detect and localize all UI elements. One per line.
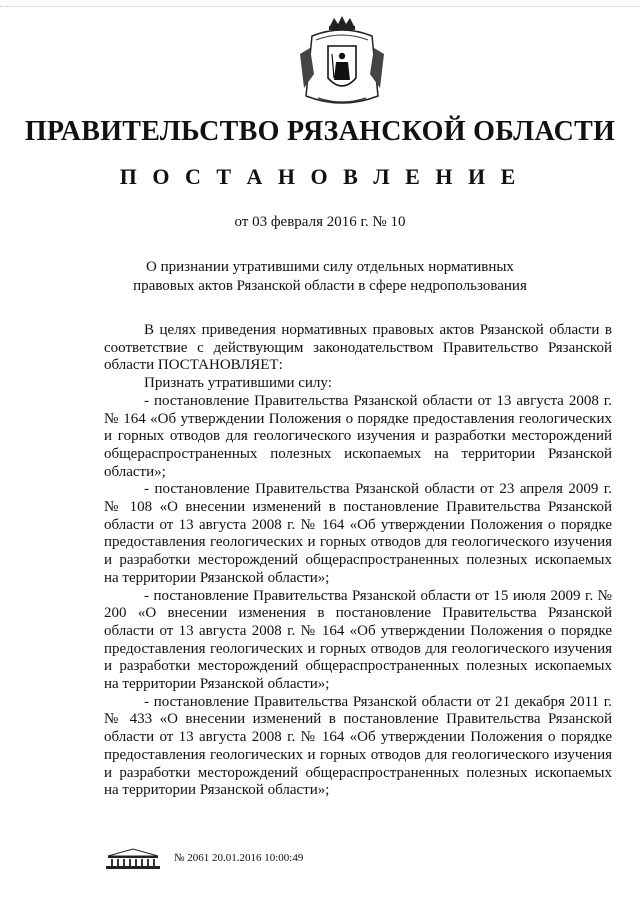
body-paragraph: - постановление Правительства Рязанской области от 21 декабря 2011 г. № 433 «О внесении изменений в постановление Правительства Рязанской области от 13 августа 2008 г. № 164 «Об утверждении Положения о порядке предоставления геологических и горных отводов для геологического изучения и разработки месторождений общераспространенных полезных ископаемых на территории Рязанской области»; (104, 693, 612, 799)
document-type: П О С Т А Н О В Л Е Н И Е (119, 164, 521, 189)
ryazan-coat-of-arms-icon (292, 14, 392, 114)
body-paragraph: - постановление Правительства Рязанской области от 15 июля 2009 г. № 200 «О внесении изменения в постановление Правительства Рязанской области от 13 августа 2008 г. № 164 «Об утверждении Положения о порядке предоставления геологических и горных отводов для геологического изучения и разработки месторождений общераспространенных полезных ископаемых на территории Рязанской области»; (104, 587, 612, 693)
scan-edge-dots (0, 6, 640, 11)
government-name: ПРАВИТЕЛЬСТВО РЯЗАНСКОЙ ОБЛАСТИ (24, 116, 616, 147)
date-and-number: от 03 февраля 2016 г. № 10 (234, 214, 406, 230)
body-paragraph: Признать утратившими силу: (144, 375, 332, 392)
subject-line: О признании утратившими силу отдельных нормативных (146, 259, 514, 275)
body-paragraph: - постановление Правительства Рязанской области от 23 апреля 2009 г. № 108 «О внесении изменений в постановление Правительства Рязанской области от 13 августа 2008 г. № 164 «Об утверждении Положения о порядке предоставления геологических и горных отводов для геологического изучения и разработки месторождений общераспространенных полезных ископаемых на территории Рязанской области»; (104, 481, 612, 586)
subject-line: правовых актов Рязанской области в сфере недропользования (133, 278, 527, 294)
document-subject (100, 258, 560, 296)
body-paragraph: - постановление Правительства Рязанской области от 13 августа 2008 г. № 164 «Об утверждении Положения о порядке предоставления геологических и горных отводов для геологического изучения и разработки месторождений общераспространенных полезных ископаемых на территории Рязанской области»; (104, 392, 612, 480)
registration-footer (104, 848, 404, 872)
document-body (104, 322, 612, 800)
registration-number: № 2061 20.01.2016 10:00:49 (174, 852, 304, 864)
government-building-icon (104, 848, 162, 870)
body-paragraph: В целях приведения нормативных правовых актов Рязанской области в соответствие с действующим законодательством Правительство Рязанской области ПОСТАНОВЛЯЕТ: (104, 322, 612, 374)
